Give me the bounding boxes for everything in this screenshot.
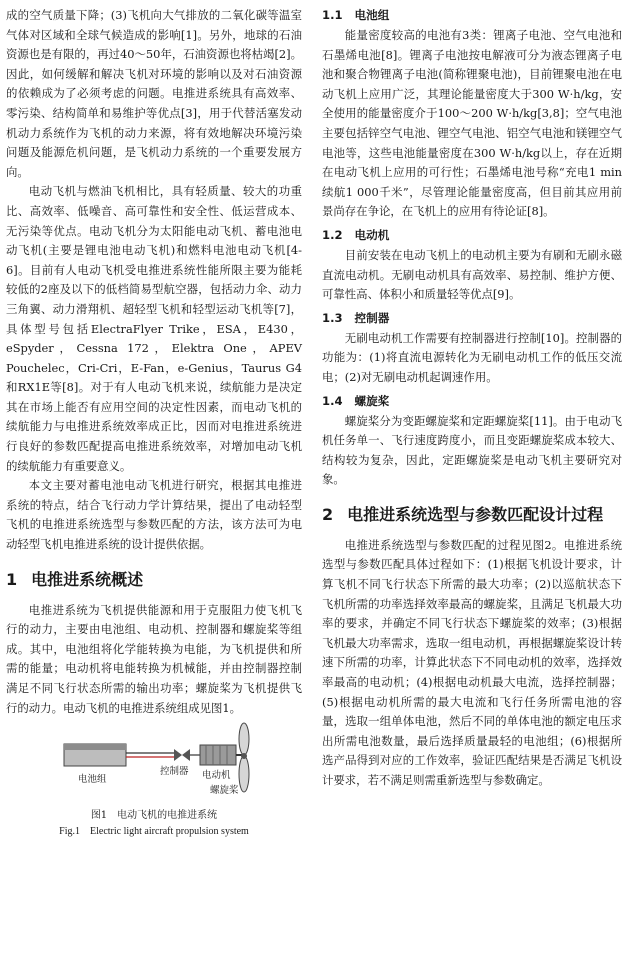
battery-pack-top bbox=[64, 744, 126, 750]
propeller-hub bbox=[241, 753, 247, 759]
subsection-1-2-paragraph: 目前安装在电动飞机上的电动机主要为有刷和无刷永磁直流电动机。无刷电动机具有高效率、易控制、维护方便、可靠性高、体积小和质量轻等优点[9]。 bbox=[322, 247, 622, 302]
battery-label: 电池组 bbox=[78, 774, 107, 786]
subsection-1-4-title: 螺旋桨 bbox=[354, 393, 390, 408]
subsection-1-2-number: 1.2 bbox=[322, 227, 343, 242]
intro-paragraph-3: 本文主要对蓄电池电动飞机进行研究，根据其电推进系统的特点，结合飞行动力学计算结果，提出了电动轻型飞机的电推进系统选型与参数匹配的方法，该方法可为电动轻型飞机电推进系统的设计提供依据。 bbox=[6, 478, 302, 552]
figure-1-caption-en: Fig.1 Electric light aircraft propulsion system bbox=[59, 826, 249, 838]
subsection-1-3-title: 控制器 bbox=[354, 310, 390, 325]
section-2-paragraph: 电推进系统选型与参数匹配的过程见图2。电推进系统选型与参数匹配具体过程如下：(1)根据飞机设计要求，计算飞机不同飞行状态下所需的最大功率；(2)以巡航状态下飞机所需的功率选择效率最高的螺旋桨，且满足飞机最大功率的要求，并确定不同飞行状态下螺旋桨的效率；(3)根据飞机最大功率需求，选取一组电动机，再根据螺旋桨设计转速下所需的功率，计算此状态下不同电动机的效率，选择效率最高的电动机；(4)根据电动机最大电流，选择控制器；(5)根据电动机所需的最大电流和飞行任务所需电池的容量，选取一组单体电池，然后不同的单体电池的额定电压求出所需电池数量，最后选择质量最轻的电池组；(6)根据所选产品得到对应的工作效率，验证匹配结果是否满足飞机设计要求，若不满足则需重新选型与参数确定。 bbox=[322, 537, 622, 787]
intro-paragraph-2: 电动飞机与燃油飞机相比，具有轻质量、较大的功重比、高效率、低噪音、高可靠性和安全性、低运营成本、无污染等优点。电动飞机分为太阳能电动飞机、蓄电池电动飞机(主要是锂电池电动飞机)和燃料电池电动飞机[4-6]。目前有人电动飞机受电推进系统性能所限主要为能耗较低的2座及以下的低档简易型航空器，包括动力伞、动力三角翼、动力滑翔机、超轻型飞机和轻型运动飞机等[7]，具体型号包括ElectraFlyer Trike，ESA，E430，eSpyder，Cessna 172，Elektra One，APEV Pouchelec，Cri-Cri，E-Fan，e-Genius，Taurus G4和RX1E等[8]。对于有人电动飞机来说，续航能力是决定其在市场上能否有应用空间的决定性因素，而电动飞机的续航能力与电推进系统效率成正比，因而对电推进系统进行良好的参数匹配提高电推进系统效率，对增加电动飞机的续航能力有重要意义。 bbox=[6, 184, 302, 473]
section-2-number: 2 bbox=[322, 504, 334, 524]
subsection-1-1-title: 电池组 bbox=[354, 8, 390, 22]
section-1-paragraph: 电推进系统为飞机提供能源和用于克服阻力使飞机飞行的动力，主要由电池组、电动机、控制器和螺旋桨等组成。其中，电池组将化学能转换为电能，为飞机提供和所需的能量；电动机将电能转换为机械能，并由控制器控制满足不同飞行状态所需的输出功率；螺旋桨为飞机提供飞行的动力。电动飞机的电推进系统组成见图1。 bbox=[6, 602, 302, 715]
propeller-label: 螺旋桨 bbox=[210, 785, 239, 797]
controller-label: 控制器 bbox=[160, 766, 189, 778]
section-1-number: 1 bbox=[6, 569, 18, 589]
motor-shape bbox=[200, 745, 236, 765]
section-1-title: 电推进系统概述 bbox=[31, 569, 144, 589]
subsection-1-4-number: 1.4 bbox=[322, 393, 343, 408]
subsection-1-4-paragraph: 螺旋桨分为变距螺旋桨和定距螺旋桨[11]。由于电动飞机任务单一、飞行速度跨度小，而且变距螺旋桨成本较大、结构较为复杂，因此，定距螺旋桨是电动飞机主要研究对象。 bbox=[322, 413, 622, 487]
figure-1-caption-cn: 图1 电动飞机的电推进系统 bbox=[90, 810, 218, 822]
subsection-1-1-paragraph: 能量密度较高的电池有3类：锂离子电池、空气电池和石墨烯电池[8]。锂离子电池按电解液可分为液态锂离子电池和聚合物锂离子电池(简称锂聚电池)，目前锂聚电池在电动飞机上应用广泛，其理论能量密度大于300 W·h/kg，安全使用的能量密度介于100～200 W·h/kg[3,8]；空气电池主要包括锌空气电池、锂空气电池、铝空气电池和镁锂空气电池等，这些电池能量密度在300 W·h/kg以上，存在近期在电动飞机上应用的可行性；石墨烯电池号称“充电1 min续航1 000千米”，尽管理论能量密度高，但目前其应用前景尚存在争论，在飞机上的应用有待论证[8]。 bbox=[322, 28, 622, 219]
controller-shape bbox=[174, 749, 182, 761]
subsection-1-3-paragraph: 无刷电动机工作需要有控制器进行控制[10]。控制器的功能为：(1)将直流电源转化为无刷电动机工作的低压交流电；(2)对无刷电动机起调速作用。 bbox=[322, 330, 622, 384]
section-1-heading bbox=[6, 569, 302, 591]
propeller-blade-bottom bbox=[239, 756, 249, 792]
subsection-1-1-number: 1.1 bbox=[322, 8, 343, 22]
subsection-1-2-title: 电动机 bbox=[354, 227, 390, 242]
propeller-blade-top bbox=[239, 723, 249, 755]
figure-1 bbox=[6, 722, 302, 840]
left-column bbox=[6, 6, 302, 840]
section-2-heading bbox=[322, 504, 622, 526]
subsection-1-3-number: 1.3 bbox=[322, 310, 343, 325]
intro-paragraph-1: 成的空气质量下降；(3)飞机向大气排放的二氧化碳等温室气体对区域和全球气候造成的影响[1]。另外，地球的石油资源也是有限的，再过40～50年，石油资源也将枯竭[2]。因此，如何缓解和解决飞机对环境的影响以及对石油资源的依赖成为了必须考虑的问题。电推进系统具有高效率、零污染、结构简单和易维护等优点[3]，用于代替活塞发动机动力系统作为飞机的动力来源，将有效地解决环境污染问题及能源危机问题，是飞机动力系统的一个重要发展方向。 bbox=[6, 8, 302, 179]
controller-shape-2 bbox=[182, 749, 190, 761]
subsection-1-4-heading bbox=[322, 392, 622, 410]
subsection-1-1-heading bbox=[322, 6, 622, 24]
right-column bbox=[322, 6, 622, 791]
section-2-title: 电推进系统选型与参数匹配设计过程 bbox=[347, 504, 604, 524]
propulsion-system-diagram bbox=[6, 722, 302, 808]
subsection-1-3-heading bbox=[322, 309, 622, 327]
motor-label: 电动机 bbox=[202, 770, 231, 782]
subsection-1-2-heading bbox=[322, 226, 622, 244]
